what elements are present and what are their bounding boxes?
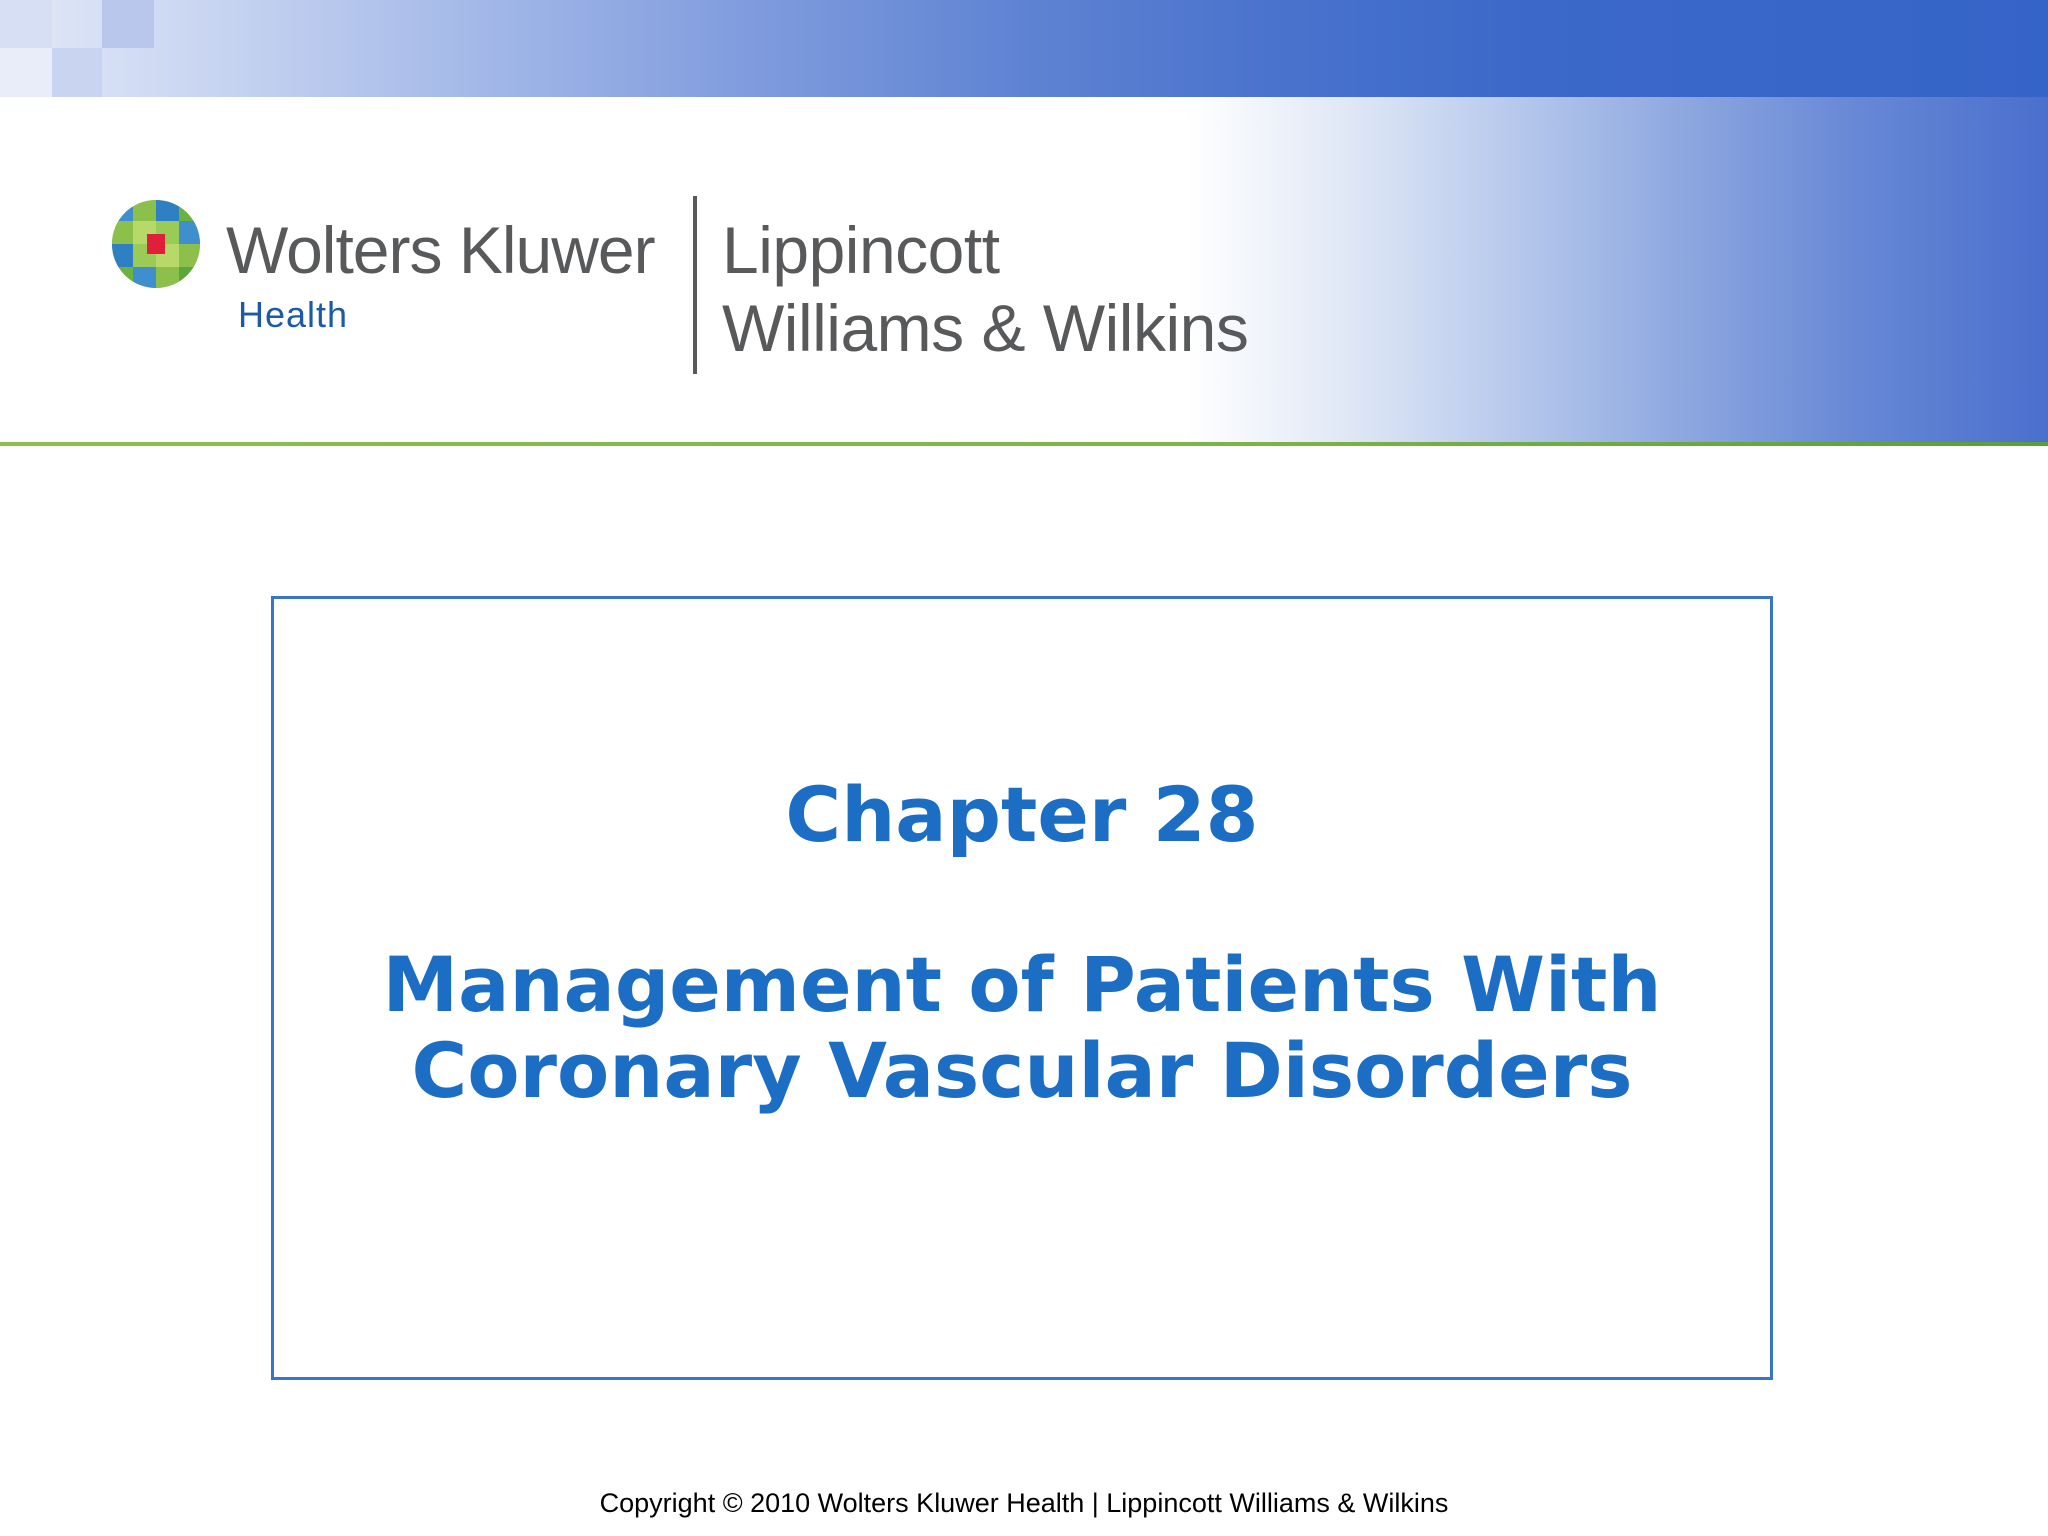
header-top-band — [0, 0, 2048, 97]
slide-title-line1: Management of Patients With — [382, 940, 1662, 1029]
decorative-square — [0, 48, 52, 97]
copyright-notice: Copyright © 2010 Wolters Kluwer Health | Lippincott Williams & Wilkins — [599, 1488, 1449, 1518]
chapter-heading: Chapter 28 — [785, 770, 1259, 859]
logo-divider — [693, 196, 697, 374]
logo-imprint-line1: Lippincott — [722, 213, 1000, 287]
decorative-square — [0, 0, 52, 48]
logo-division-name: Health — [238, 294, 349, 335]
title-box — [271, 596, 1773, 1380]
header-divider-rule — [0, 442, 2048, 446]
logo-imprint-line2: Williams & Wilkins — [722, 291, 1249, 365]
logo-company-name: Wolters Kluwer — [226, 213, 655, 287]
decorative-square — [102, 0, 154, 48]
wolters-kluwer-mosaic-icon — [110, 198, 202, 290]
slide-title-line2: Coronary Vascular Disorders — [411, 1026, 1633, 1115]
decorative-square — [52, 48, 102, 97]
